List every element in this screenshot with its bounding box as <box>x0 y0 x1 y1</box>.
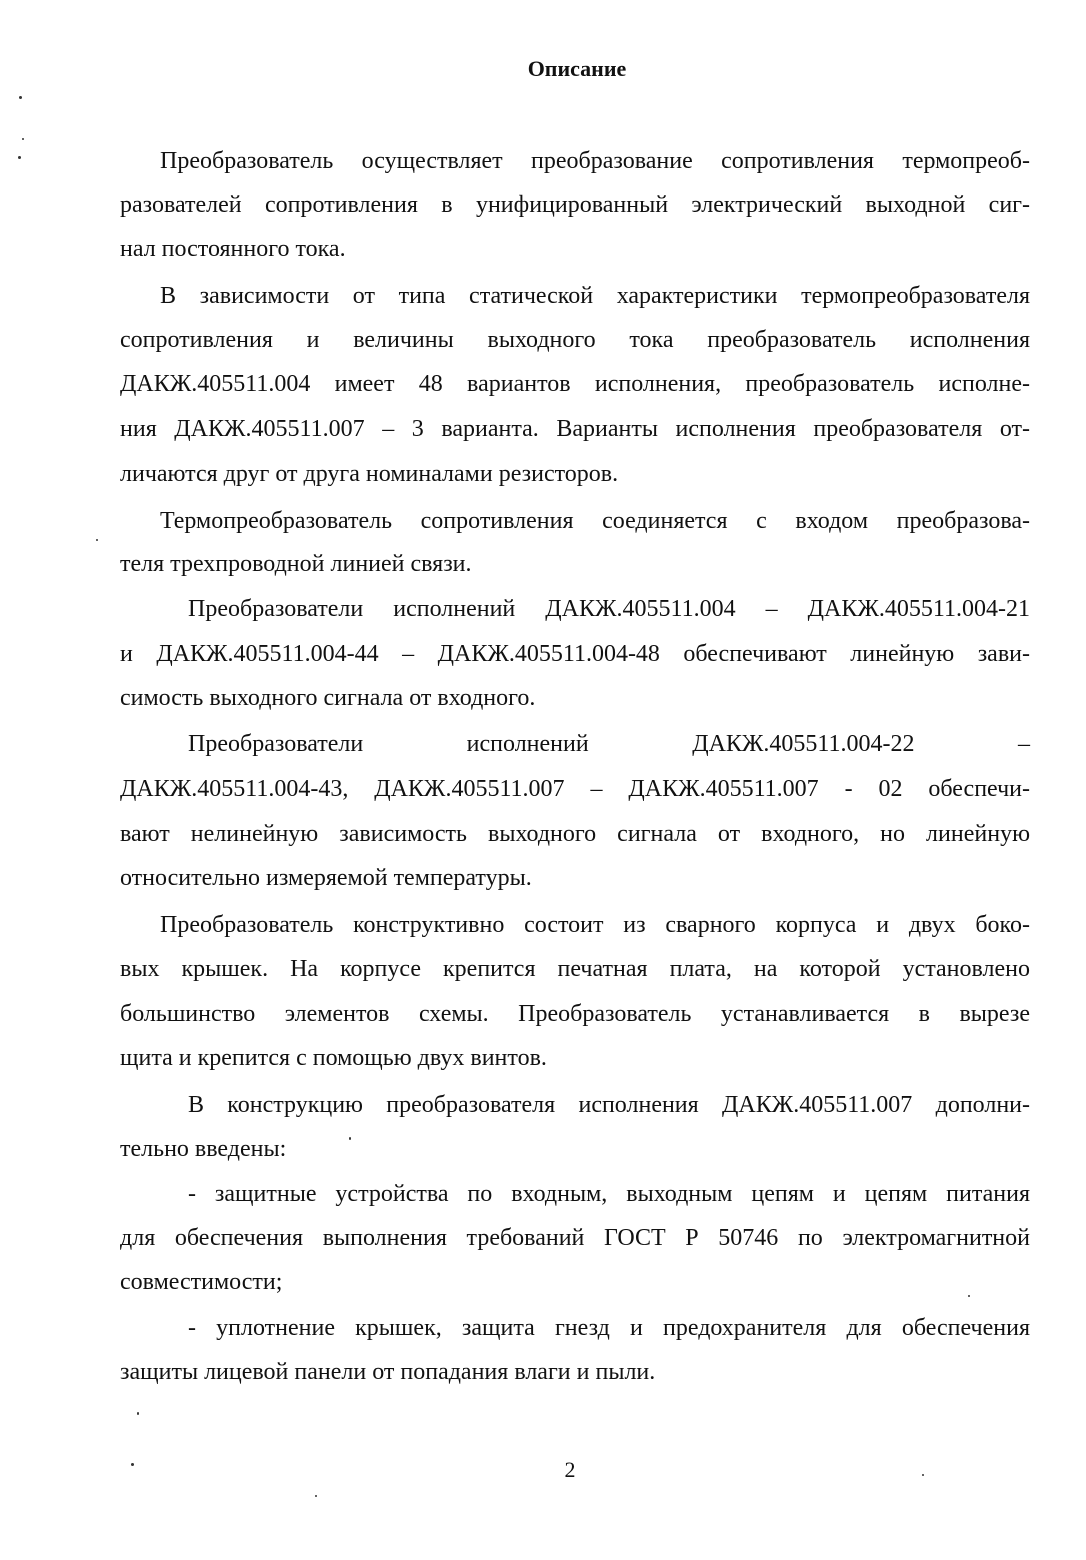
scan-speck <box>22 138 24 140</box>
page-title: Описание <box>527 56 627 81</box>
text-line: ния ДАКЖ.405511.007 – 3 варианта. Варианты исполнения преобразователя от- <box>120 416 1030 442</box>
text-line: В конструкцию преобразователя исполнения ДАКЖ.405511.007 дополни- <box>188 1092 1030 1118</box>
page-number: 2 <box>564 1457 576 1482</box>
text-line: защиты лицевой панели от попадания влаги и пыли. <box>120 1359 656 1385</box>
text-line: большинство элементов схемы. Преобразователь устанавливается в вырезе <box>120 1001 1030 1027</box>
scan-speck <box>19 96 22 99</box>
scan-speck <box>922 1474 924 1476</box>
text-line: щита и крепится с помощью двух винтов. <box>120 1045 547 1071</box>
text-line: Преобразователь осуществляет преобразование сопротивления термопреоб- <box>160 148 1030 174</box>
text-line: ДАКЖ.405511.004-43, ДАКЖ.405511.007 – ДАКЖ.405511.007 - 02 обеспечи- <box>120 776 1030 802</box>
text-line: Преобразователи исполнений ДАКЖ.405511.004 – ДАКЖ.405511.004-21 <box>188 596 1030 622</box>
text-line: и ДАКЖ.405511.004-44 – ДАКЖ.405511.004-48 обеспечивают линейную зави- <box>120 641 1030 667</box>
text-line: Преобразователь конструктивно состоит из сварного корпуса и двух боко- <box>160 912 1030 938</box>
scan-speck <box>131 1463 134 1466</box>
text-line: теля трехпроводной линией связи. <box>120 551 472 577</box>
text-line: Преобразователи исполнений ДАКЖ.405511.004-22 – <box>188 731 1030 757</box>
text-line: - уплотнение крышек, защита гнезд и предохранителя для обеспечения <box>188 1315 1030 1341</box>
text-line: вых крышек. На корпусе крепится печатная плата, на которой установлено <box>120 956 1030 982</box>
scan-speck <box>137 1412 139 1415</box>
scan-speck <box>96 539 98 541</box>
text-line: разователей сопротивления в унифицированный электрический выходной сиг- <box>120 192 1030 218</box>
text-line: совместимости; <box>120 1269 283 1295</box>
text-line: В зависимости от типа статической характеристики термопреобразователя <box>160 283 1030 309</box>
scan-speck <box>349 1137 351 1140</box>
text-line: - защитные устройства по входным, выходным цепям и цепям питания <box>188 1181 1030 1207</box>
scan-speck <box>968 1295 970 1297</box>
text-line: вают нелинейную зависимость выходного сигнала от входного, но линейную <box>120 821 1030 847</box>
text-line: для обеспечения выполнения требований ГОСТ Р 50746 по электромагнитной <box>120 1225 1030 1251</box>
text-line: сопротивления и величины выходного тока преобразователь исполнения <box>120 327 1030 353</box>
text-line: тельно введены: <box>120 1136 287 1162</box>
text-line: симость выходного сигнала от входного. <box>120 685 536 711</box>
scan-speck <box>315 1495 317 1497</box>
text-line: нал постоянного тока. <box>120 236 346 262</box>
scan-speck <box>18 156 21 159</box>
text-line: ДАКЖ.405511.004 имеет 48 вариантов исполнения, преобразователь исполне- <box>120 371 1030 397</box>
text-line: личаются друг от друга номиналами резисторов. <box>120 461 619 487</box>
text-line: Термопреобразователь сопротивления соединяется с входом преобразова- <box>160 508 1030 534</box>
text-line: относительно измеряемой температуры. <box>120 865 532 891</box>
